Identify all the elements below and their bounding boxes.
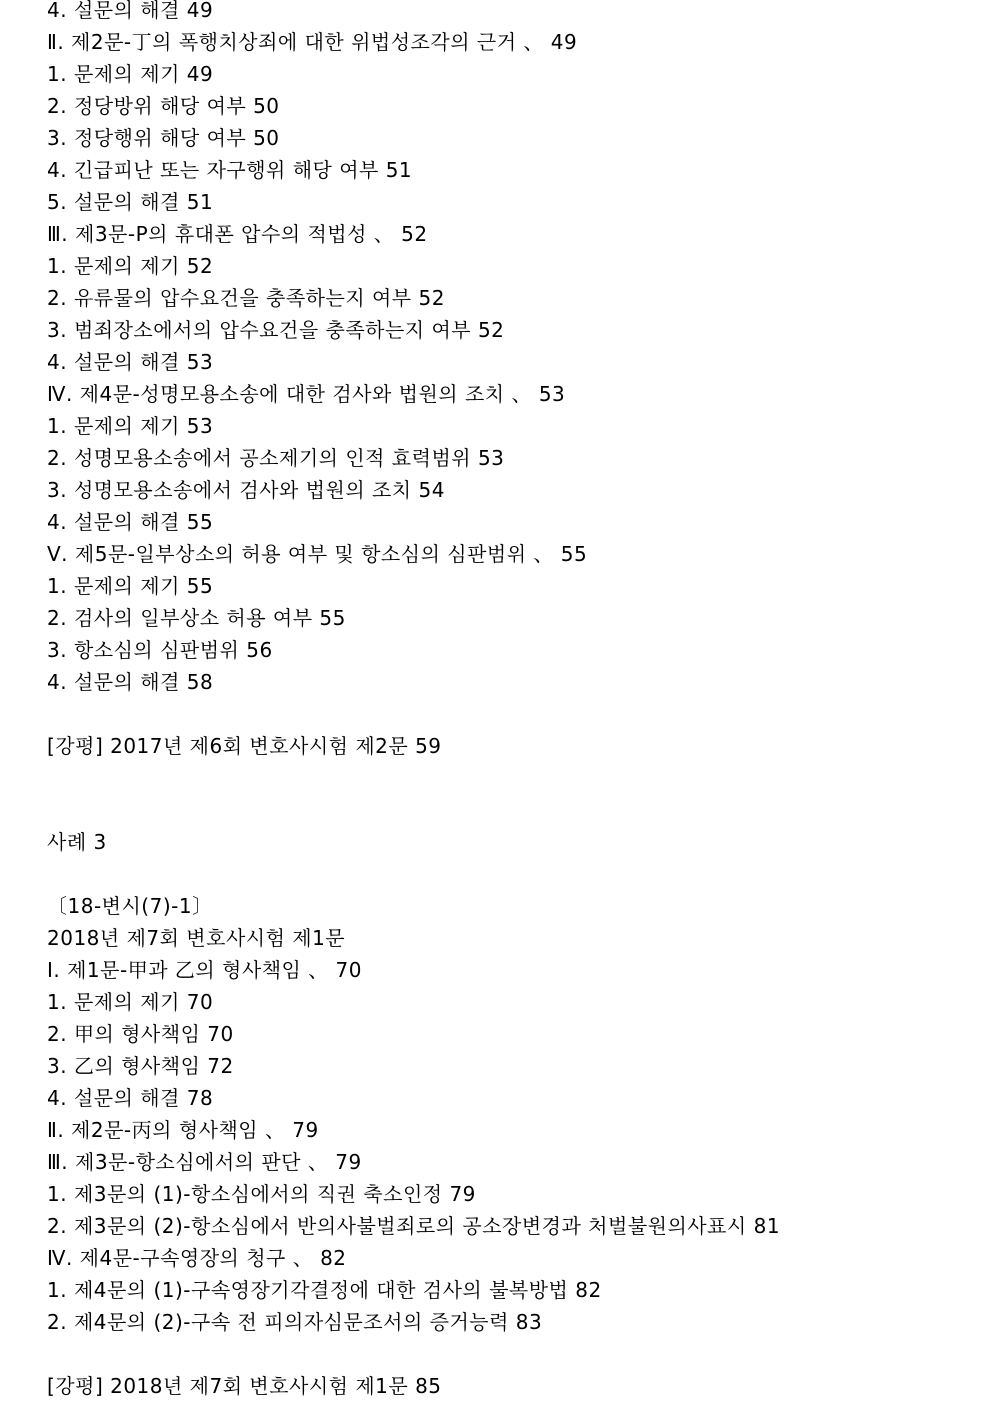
toc-line: 3. 범죄장소에서의 압수요건을 충족하는지 여부 52: [47, 318, 505, 342]
blank-line: [47, 858, 977, 890]
toc-line: 1. 문제의 제기 55: [47, 574, 214, 598]
toc-line: 3. 정당행위 해당 여부 50: [47, 126, 280, 150]
toc-line: 4. 설문의 해결 58: [47, 670, 214, 694]
toc-line: 2. 검사의 일부상소 허용 여부 55: [47, 606, 346, 630]
toc-section-heading: Ⅴ. 제5문-일부상소의 허용 여부 및 항소심의 심판범위 、 55: [47, 542, 588, 566]
toc-review-entry: [강평] 2017년 제6회 변호사시험 제2문 59: [47, 734, 442, 758]
table-of-contents: [47, 0, 977, 1402]
toc-section-heading: Ⅲ. 제3문-P의 휴대폰 압수의 적법성 、 52: [47, 222, 428, 246]
toc-line: 2. 정당방위 해당 여부 50: [47, 94, 280, 118]
toc-line: 1. 제3문의 (1)-항소심에서의 직권 축소인정 79: [47, 1182, 476, 1206]
toc-line: 4. 설문의 해결 53: [47, 350, 214, 374]
toc-line: 1. 제4문의 (1)-구속영장기각결정에 대한 검사의 불복방법 82: [47, 1278, 602, 1302]
toc-section-heading: Ⅳ. 제4문-구속영장의 청구 、 82: [47, 1246, 347, 1270]
toc-line: 4. 긴급피난 또는 자구행위 해당 여부 51: [47, 158, 413, 182]
toc-line: 2. 성명모용소송에서 공소제기의 인적 효력범위 53: [47, 446, 505, 470]
exam-title: 2018년 제7회 변호사시험 제1문: [47, 926, 346, 950]
blank-line: [47, 698, 977, 730]
toc-section-heading: Ⅰ. 제1문-甲과 乙의 형사책임 、 70: [47, 958, 362, 982]
toc-line: 1. 문제의 제기 52: [47, 254, 214, 278]
blank-line: [47, 1338, 977, 1370]
toc-line: 2. 제4문의 (2)-구속 전 피의자심문조서의 증거능력 83: [47, 1310, 543, 1334]
toc-line: 1. 문제의 제기 70: [47, 990, 214, 1014]
case-heading: 사례 3: [47, 830, 107, 854]
toc-line: 2. 유류물의 압수요건을 충족하는지 여부 52: [47, 286, 445, 310]
toc-section-heading: Ⅳ. 제4문-성명모용소송에 대한 검사와 법원의 조치 、 53: [47, 382, 566, 406]
toc-section-heading: Ⅱ. 제2문-丁의 폭행치상죄에 대한 위법성조각의 근거 、 49: [47, 30, 578, 54]
toc-line: 4. 설문의 해결 55: [47, 510, 214, 534]
toc-line: 3. 성명모용소송에서 검사와 법원의 조치 54: [47, 478, 445, 502]
toc-line: 4. 설문의 해결 49: [47, 0, 214, 22]
blank-line: [47, 794, 977, 826]
toc-section-heading: Ⅲ. 제3문-항소심에서의 판단 、 79: [47, 1150, 362, 1174]
toc-line: 2. 甲의 형사책임 70: [47, 1022, 234, 1046]
case-code: 〔18-변시(7)-1〕: [47, 894, 213, 918]
toc-line: 2. 제3문의 (2)-항소심에서 반의사불벌죄로의 공소장변경과 처벌불원의사표시 81: [47, 1214, 781, 1238]
toc-review-entry: [강평] 2018년 제7회 변호사시험 제1문 85: [47, 1374, 442, 1398]
toc-section-heading: Ⅱ. 제2문-丙의 형사책임 、 79: [47, 1118, 319, 1142]
toc-line: 3. 항소심의 심판범위 56: [47, 638, 273, 662]
toc-line: 4. 설문의 해결 78: [47, 1086, 214, 1110]
toc-line: 5. 설문의 해결 51: [47, 190, 214, 214]
toc-line: 3. 乙의 형사책임 72: [47, 1054, 234, 1078]
blank-line: [47, 762, 977, 794]
toc-line: 1. 문제의 제기 49: [47, 62, 214, 86]
toc-line: 1. 문제의 제기 53: [47, 414, 214, 438]
